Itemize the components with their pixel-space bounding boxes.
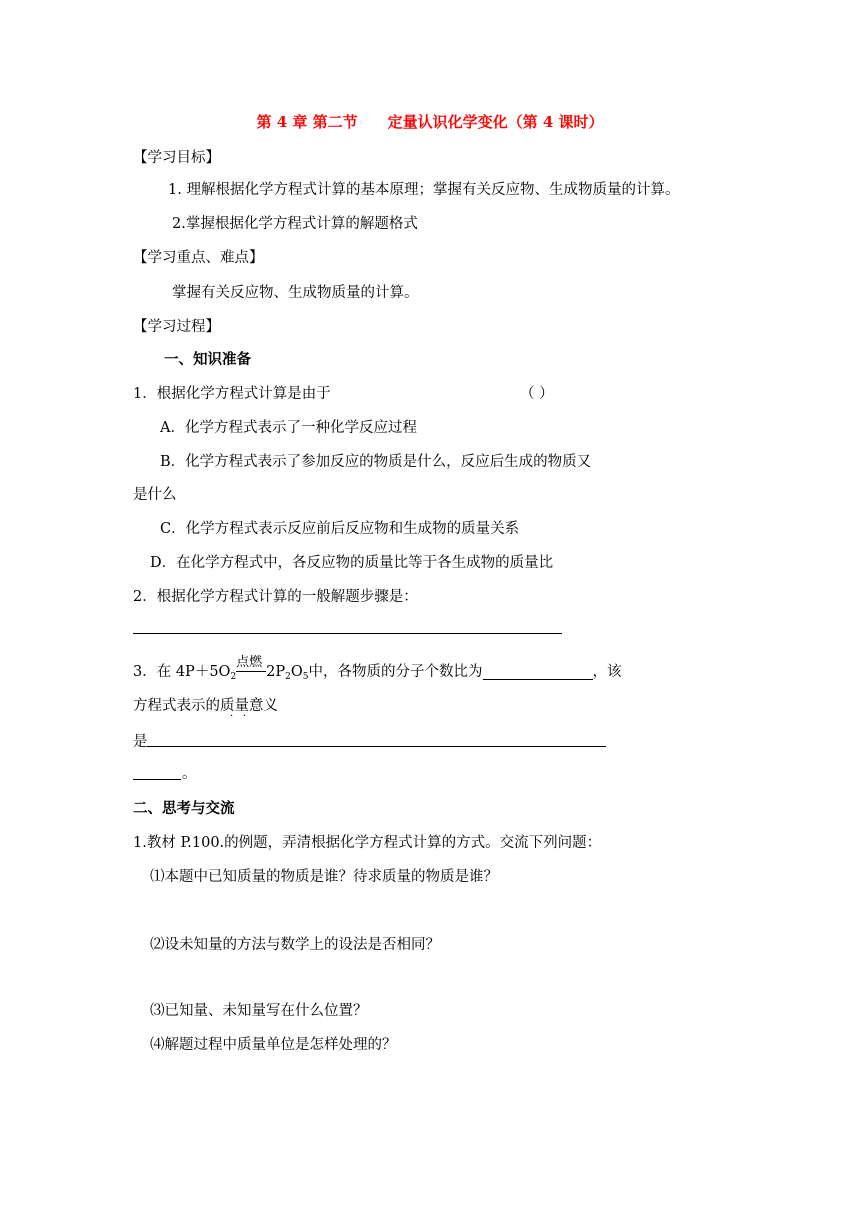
option-b-line2: 是什么 [133, 487, 177, 503]
reaction-condition-arrow [236, 655, 266, 682]
objectives-heading: 【学习目标】 [133, 150, 220, 166]
key-points-heading: 【学习重点、难点】 [133, 250, 264, 266]
discussion-q2: ⑵设未知量的方法与数学上的设法是否相同？ [150, 937, 440, 953]
objective-item-1: 1. 理解根据化学方程式计算的基本原理；掌握有关反应物、生成物质量的计算。 [168, 182, 680, 198]
section2-heading: 二、思考与交流 [133, 800, 235, 817]
section2-intro: 1.教材 P.100.的例题，弄清根据化学方程式计算的方式。交流下列问题： [133, 835, 602, 851]
reaction-bar [236, 671, 266, 672]
option-b-line1: B．化学方程式表示了参加反应的物质是什么，反应后生成的物质又 [160, 454, 592, 470]
answer-line-continuation [133, 779, 181, 780]
o5-subscript: 5 [302, 672, 309, 682]
question-3-line2: 方程式表示的质量意义 [133, 698, 278, 714]
discussion-q4: ⑷解题过程中质量单位是怎样处理的？ [150, 1037, 397, 1053]
p-subscript: 2 [285, 672, 291, 682]
product-o: O [290, 664, 303, 680]
answer-line-mass-meaning [147, 746, 606, 747]
question-3-line1 [133, 655, 622, 687]
answer-line-steps [133, 633, 562, 634]
question-2-stem: 2．根据化学方程式计算的一般解题步骤是： [133, 589, 418, 605]
question-3-line3-start: 是 [133, 734, 148, 750]
key-points-text: 掌握有关反应物、生成物质量的计算。 [172, 285, 419, 301]
product-p: 2P [266, 664, 286, 680]
emphasis-dot: · [230, 711, 234, 722]
question-1-stem: 1．根据化学方程式计算是由于 [133, 386, 331, 402]
process-heading: 【学习过程】 [133, 319, 220, 335]
section1-heading: 一、知识准备 [164, 351, 251, 368]
title-topic: 定量认识化学变化（第 4 课时） [387, 113, 604, 131]
objective-item-2: 2.掌握根据化学方程式计算的解题格式 [172, 216, 418, 232]
blank-molecule-ratio [483, 663, 593, 680]
page-title [0, 112, 860, 132]
answer-bracket: （ ） [520, 386, 554, 402]
o2-subscript: 2 [230, 672, 237, 682]
end-mark: 。 [182, 766, 197, 782]
title-chapter: 第 4 章 第二节 [256, 113, 358, 131]
discussion-q3: ⑶已知量、未知量写在什么位置？ [150, 1003, 368, 1019]
reaction-condition: 点燃 [236, 655, 263, 670]
emphasis-dot: · [243, 711, 247, 722]
option-d: D．在化学方程式中，各反应物的质量比等于各生成物的质量比 [150, 555, 554, 571]
equation-reactants: 3．在 4P＋5O [133, 664, 231, 680]
discussion-q1: ⑴本题中已知质量的物质是谁？待求质量的物质是谁？ [150, 869, 498, 885]
option-a: A．化学方程式表示了一种化学反应过程 [160, 420, 417, 436]
question-3-middle: 中，各物质的分子个数比为 [308, 664, 483, 680]
question-3-tail: ，该 [592, 664, 622, 680]
option-c: C．化学方程式表示反应前后反应物和生成物的质量关系 [160, 521, 520, 537]
